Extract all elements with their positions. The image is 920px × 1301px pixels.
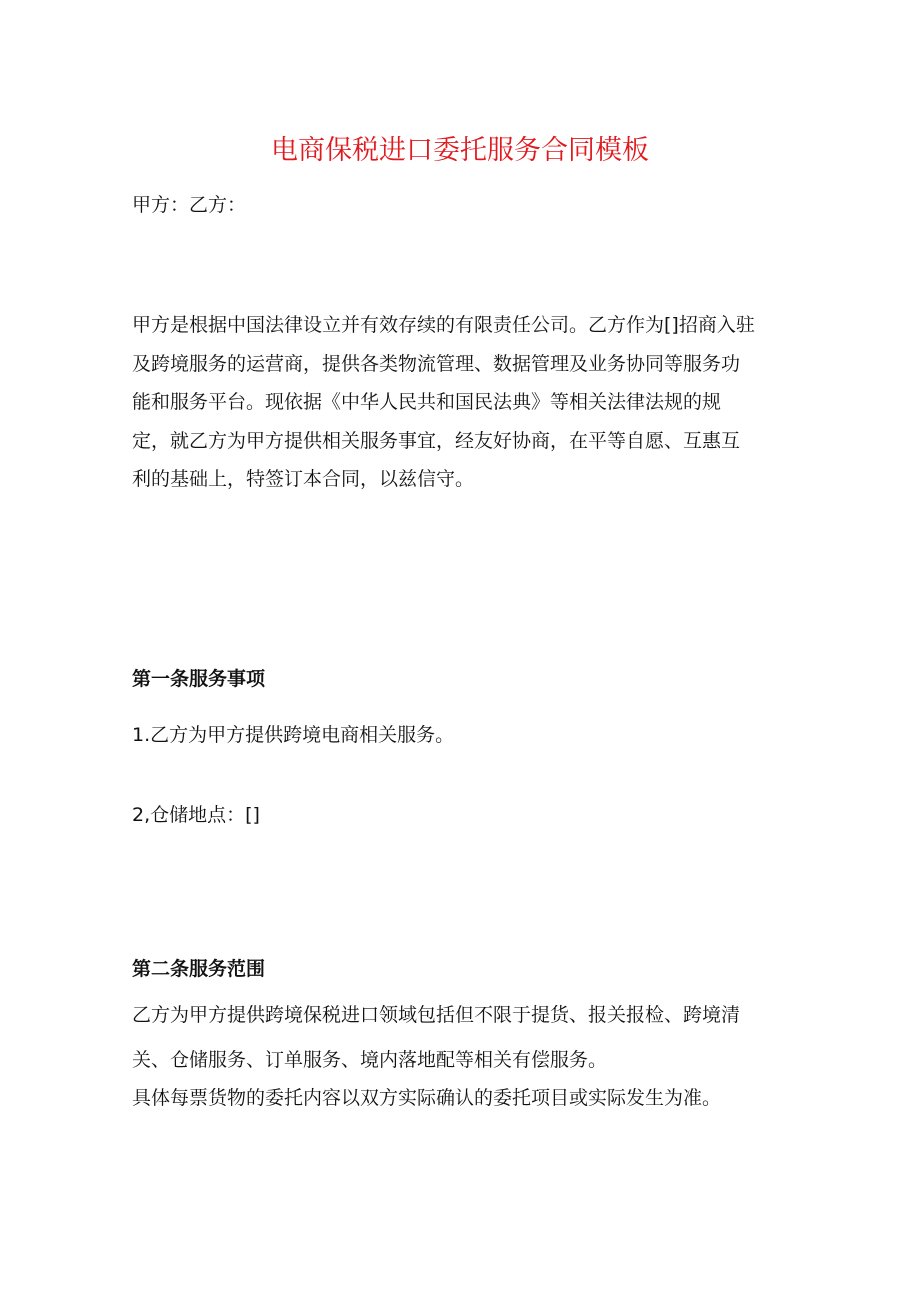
parties-line: 甲方：乙方： <box>132 194 247 216</box>
document-title: 电商保税进口委托服务合同模板 <box>271 135 649 166</box>
article-1-heading: 第一条服务事项 <box>132 668 266 690</box>
intro-line: 甲方是根据中国法律设立并有效存续的有限责任公司。乙方作为[]招商入驻 <box>132 314 755 336</box>
article-2-line-2: 关、仓储服务、订单服务、境内落地配等相关有偿服务。 <box>132 1049 608 1071</box>
article-2-heading: 第二条服务范围 <box>132 958 266 980</box>
intro-line: 及跨境服务的运营商，提供各类物流管理、数据管理及业务协同等服务功 <box>132 352 741 375</box>
intro-line: 能和服务平台。现依据《中华人民共和国民法典》等相关法律法规的规 <box>132 391 722 413</box>
intro-paragraph <box>132 306 792 499</box>
article-2-line-3: 具体每票货物的委托内容以双方实际确认的委托项目或实际发生为准。 <box>132 1087 722 1109</box>
intro-line: 定，就乙方为甲方提供相关服务事宜，经友好协商，在平等自愿、互惠互 <box>132 429 741 452</box>
intro-line: 利的基础上，特签订本合同，以兹信守。 <box>132 468 475 490</box>
article-2-line-1: 乙方为甲方提供跨境保税进口领域包括但不限于提货、报关报检、跨境清 <box>132 1004 741 1026</box>
article-1-item-2: 2,仓储地点：[] <box>132 804 260 826</box>
article-1-item-1: 1.乙方为甲方提供跨境电商相关服务。 <box>132 724 455 746</box>
